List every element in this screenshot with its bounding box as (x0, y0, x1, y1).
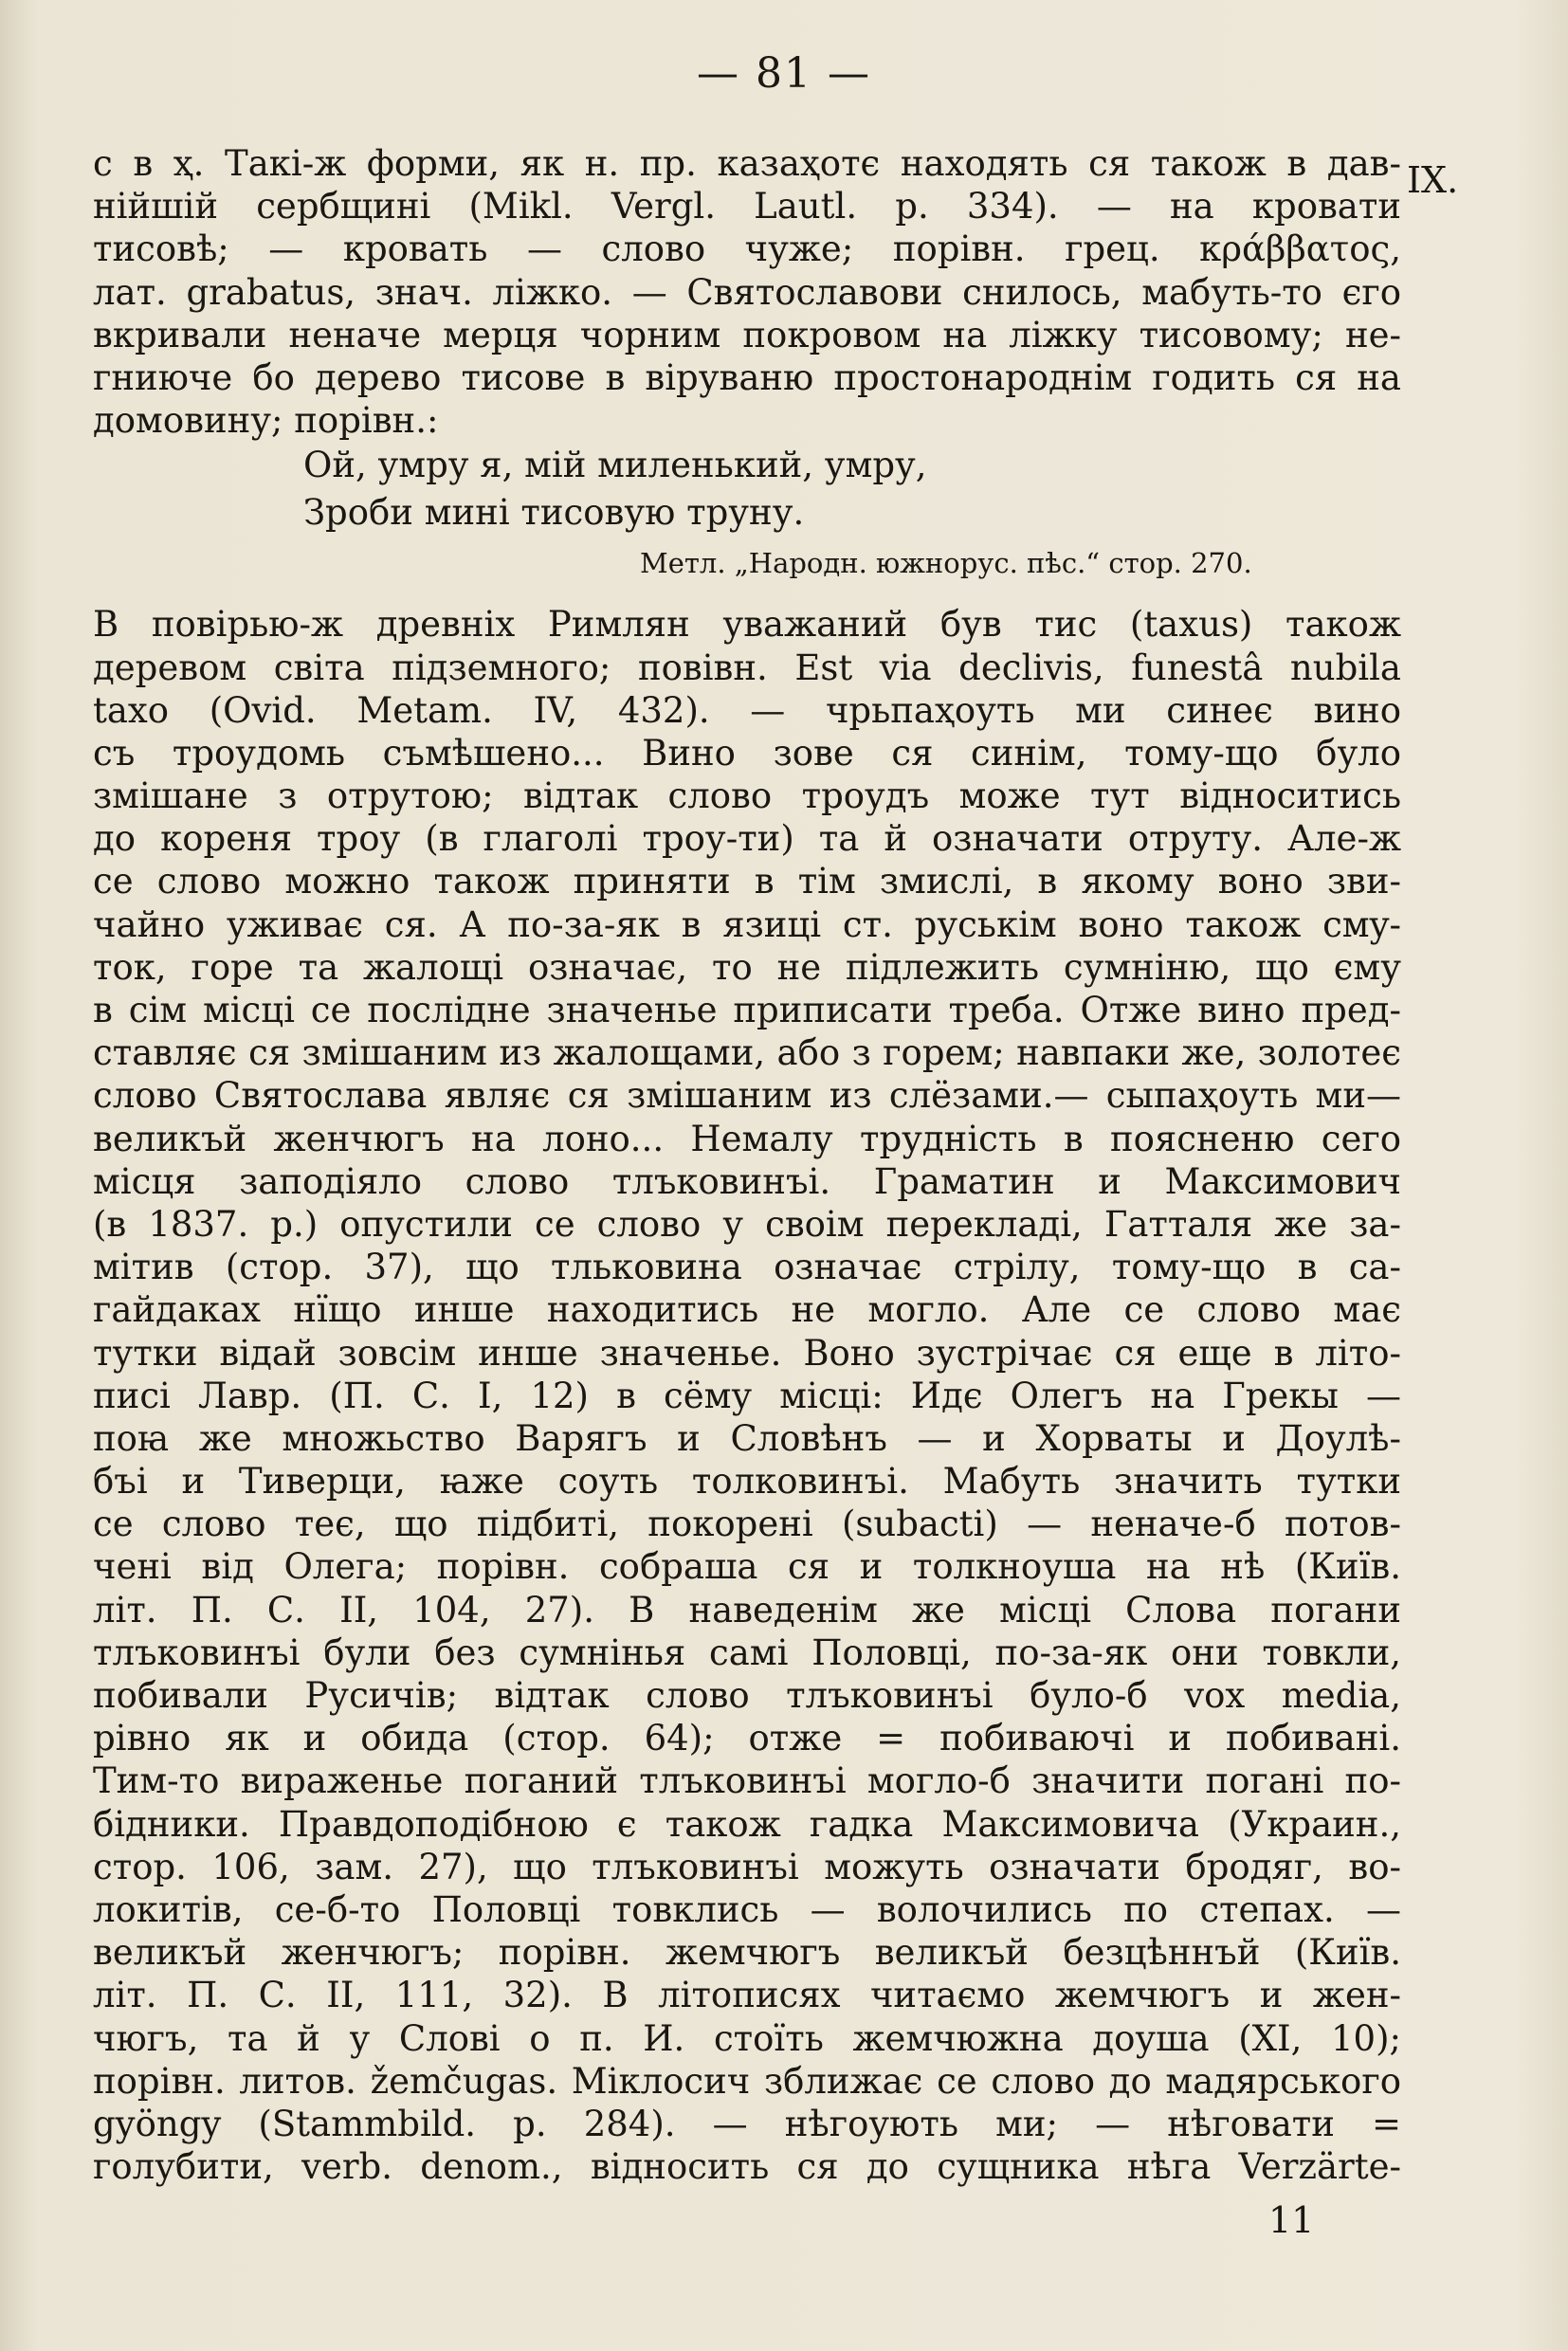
text-line: нійшій сербщині (Mikl. Vergl. Lautl. p. 334). — на кровати (93, 186, 1401, 228)
verse-source: Метл. „Народн. южнорус. пѣс.“ стор. 270. (640, 547, 1252, 580)
text-line: тутки відай зовсім инше значенье. Воно зустрічає ся еще в літо- (93, 1332, 1401, 1374)
text-line: съ троудомь съмѣшено... Вино зове ся синім, тому-що було (93, 732, 1401, 774)
text-line: Тим-то вираженье поганий тлъковинъі могло-б значити погані по- (93, 1760, 1401, 1802)
text-line: слово Святослава являє ся змішаним из слёзами.— сыпаҳоуть ми— (93, 1075, 1401, 1117)
text-line: рівно як и обида (стор. 64); отже = побиваючі и побивані. (93, 1718, 1401, 1759)
page-number: — 81 — (697, 49, 871, 98)
text-line: мітив (стор. 37), що тльковина означає стрілу, тому-що в са- (93, 1247, 1401, 1288)
text-line: лат. grabatus, знач. ліжко. — Святославови снилось, мабуть-то єго (93, 271, 1401, 313)
text-line: taxo (Ovid. Metam. IV, 432). — чрьпаҳоуть ми синеє вино (93, 689, 1401, 731)
text-line: великъй женчюгъ на лоно... Немалу трудність в поясненю сего (93, 1118, 1401, 1159)
text-line: гниюче бо дерево тисове в віруваню простонароднім годить ся на (93, 356, 1401, 398)
text-line: чайно уживає ся. А по-за-як в язиці ст. руськім воно також смy- (93, 903, 1401, 945)
text-line: вкривали неначе мерця чорним покровом на ліжку тисовому; не- (93, 314, 1401, 355)
text-line: голубити, verb. denom., відносить ся до сущника нѣга Verzärte- (93, 2146, 1401, 2188)
verse-line: Зроби мині тисовую труну. (303, 492, 805, 534)
text-line: (в 1837. р.) опустили се слово у своім перекладі, Гатталя же за- (93, 1203, 1401, 1245)
text-line: бідники. Правдоподібною є також гадка Максимовича (Украин., (93, 1803, 1401, 1845)
printer-signature: 11 (1268, 2199, 1315, 2241)
text-line: тлъковинъі були без сумнінья самі Половці, по-за-як они товкли, (93, 1631, 1401, 1673)
text-line: локитів, се-б-то Половці товклись — волочились по степах. — (93, 1888, 1401, 1930)
text-line: ставляє ся змішаним из жалощами, або з горем; навпаки же, золотеє (93, 1032, 1401, 1074)
text-line: в сім місці се послідне значенье приписати треба. Отже вино пред- (93, 990, 1401, 1030)
text-line: літ. П. С. II, 111, 32). В літописях читаємо жемчюгъ и жен- (93, 1975, 1401, 2016)
text-line: змішане з отрутою; відтак слово троудъ може тут відноситись (93, 775, 1401, 817)
margin-note: IX. (1407, 159, 1459, 201)
text-line: тисовѣ; — кровать — слово чуже; порівн. грец. κράββατος, (93, 228, 1401, 270)
verse-line: Ой, умру я, мій миленький, умру, (303, 445, 927, 486)
paragraph-2 (93, 603, 1401, 2188)
text-line: гайдаках нїщо инше находитись не могло. Але се слово має (93, 1289, 1401, 1331)
text-line: се слово можно також приняти в тім змислі, в якому воно зви- (93, 861, 1401, 902)
text-line: до кореня троу (в глаголі троу-ти) та й означати отруту. Але-ж (93, 818, 1401, 860)
body-text (93, 142, 1401, 2188)
text-line: чюгъ, та й у Слові о п. И. стоїть жемчюжна доуша (XI, 10); (93, 2017, 1401, 2059)
text-line: домовину; порівн.: (93, 400, 439, 442)
text-line: чені від Олега; порівн. собраша ся и толкноуша на нѣ (Київ. (93, 1546, 1401, 1588)
text-line: с в ҳ. Такі-ж форми, як н. пр. казаҳотє находять ся також в дав- (93, 143, 1401, 184)
text-line: се слово теє, що підбиті, покорені (subacti) — неначе-б потов- (93, 1504, 1401, 1545)
text-line: gyöngy (Stammbild. p. 284). — нѣгоують ми; — нѣговати = (93, 2103, 1401, 2144)
text-line: місця заподіяло слово тлъковинъі. Граматин и Максимович (93, 1160, 1401, 1202)
text-line: деревом світа підземного; повівн. Est via declivis, funestâ nubila (93, 647, 1401, 688)
text-line: побивали Русичів; відтак слово тлъковинъі було-б vox media, (93, 1675, 1401, 1716)
verse-block (93, 442, 1401, 590)
paragraph-1 (93, 142, 1401, 442)
text-line: писі Лавр. (П. С. І, 12) в сёму місці: Идє Олегъ на Грекы — (93, 1375, 1401, 1416)
text-line: порівн. литов. žemčugas. Міклосич зближає се слово до мадярського (93, 2060, 1401, 2102)
text-line: літ. П. С. II, 104, 27). В наведенім же місці Слова погани (93, 1589, 1401, 1631)
text-line: поꙗ же множьство Варягъ и Словѣнъ — и Хорваты и Доулѣ- (93, 1417, 1401, 1459)
text-line: бъі и Тиверци, ꙗже соуть толковинъі. Мабуть значить тутки (93, 1461, 1401, 1503)
text-line: великъй женчюгъ; порівн. жемчюгъ великъй безцѣннъй (Київ. (93, 1932, 1401, 1974)
text-line: В повірью-ж древніх Римлян уважаний був тис (taxus) також (93, 604, 1401, 646)
text-line: ток, горе та жалощі означає, то не підлежить сумніню, що єму (93, 946, 1401, 988)
text-line: стор. 106, зам. 27), що тлъковинъі можуть означати бродяг, во- (93, 1846, 1401, 1887)
paragraph-spacer (93, 590, 1401, 603)
